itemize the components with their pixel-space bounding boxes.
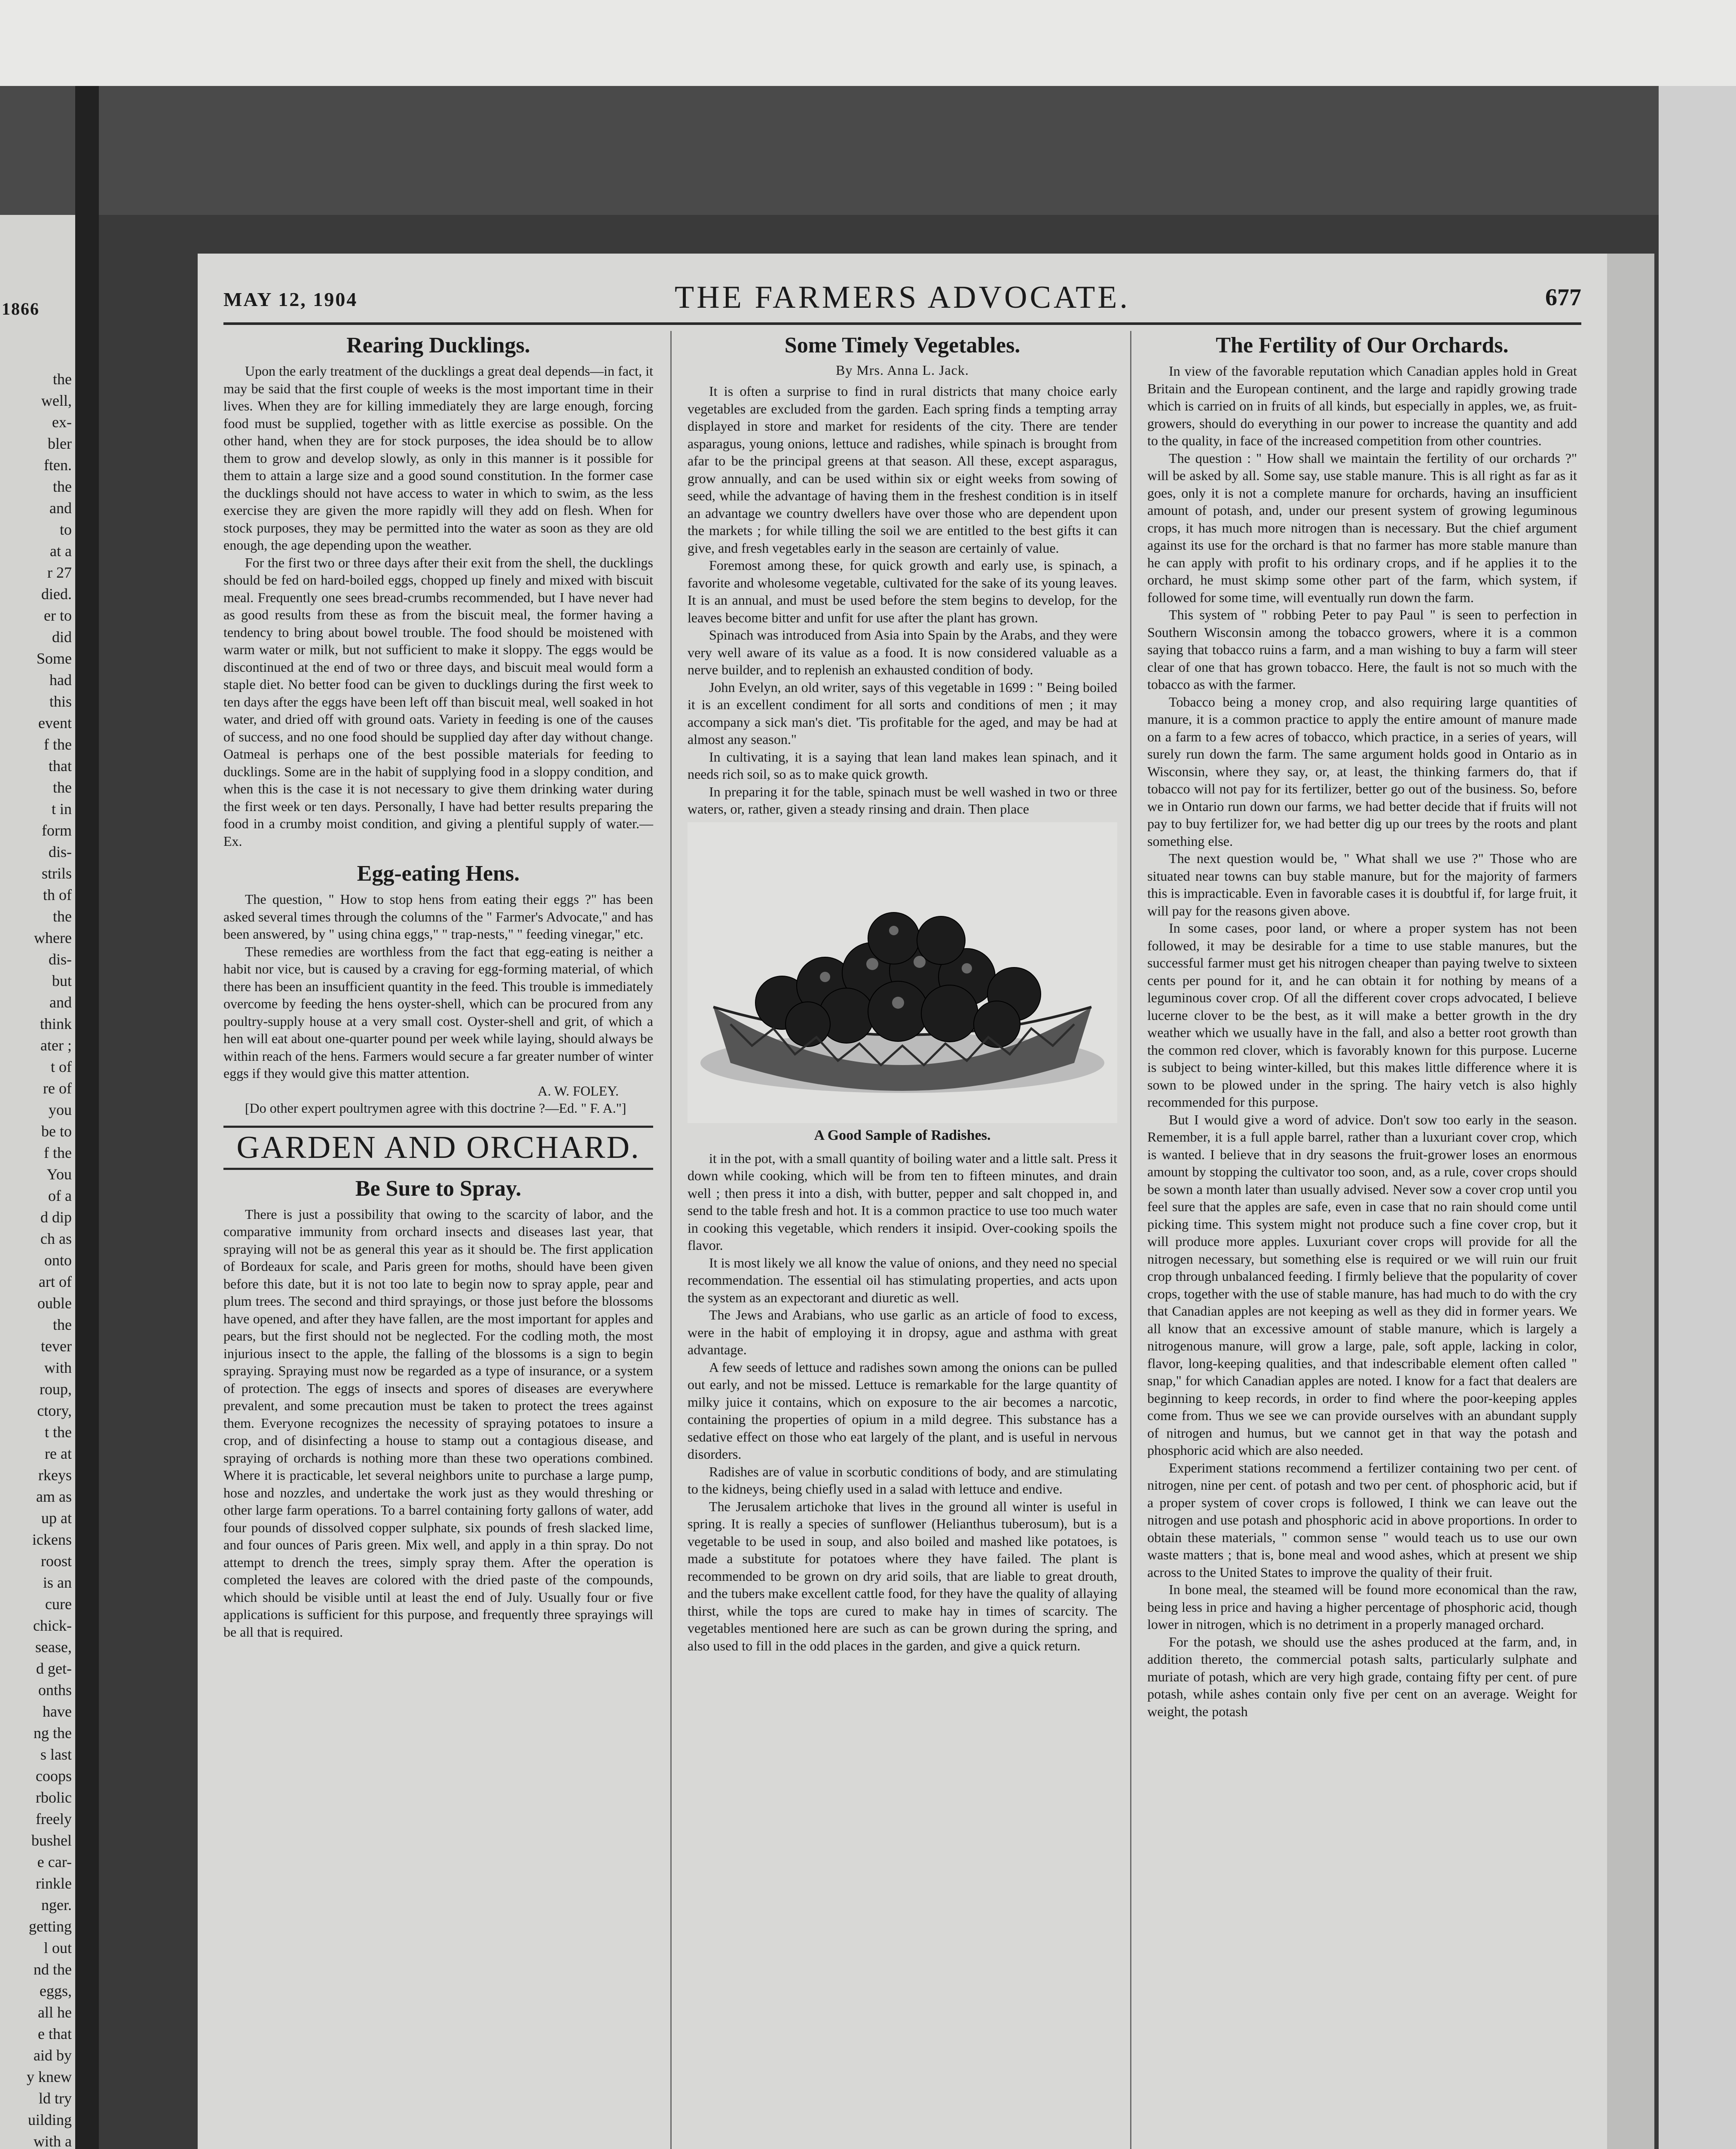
previous-page-fragment: ater ; — [40, 1037, 72, 1054]
previous-page-fragment: the — [53, 779, 72, 796]
scan-dark-band — [0, 86, 1736, 215]
figure-caption: A Good Sample of Radishes. — [814, 1127, 991, 1143]
previous-page-fragment: ch as — [40, 1230, 72, 1247]
previous-page-fragment: ld try — [39, 2090, 72, 2107]
article-headline: The Fertility of Our Orchards. — [1216, 333, 1509, 358]
previous-page-fragment: at a — [50, 542, 72, 560]
previous-page-fragment: all he — [38, 2004, 72, 2021]
article-paragraph: In view of the favorable reputation which Canadian apples hold in Great Britain and the European continent, and the large and rapidly growing trade which is carried on in fruits of all kinds, but especially in apples, we, as fruit-growers, should do everything in our power to increase the quantity and add to the quality, in face of the increased competition from other countries. — [1147, 363, 1577, 448]
article-paragraph: The Jerusalem artichoke that lives in the ground all winter is useful in spring. It is really a species of sunflower (Helianthus tuberosum), but is a vegetable to be used in soup, and also boiled and mashed like potatoes, is made a substitute for potatoes where they have failed. The plant is recommended to be grown on dry arid soils, that are liable to great drouth, and the tubers make excellent cattle food, for they have the quality of allaying thirst, while the tops are cured to make hay in times of scarcity. The vegetables mentioned here are such as can be grown during the spring, and also used to fill in the odd places in the garden, and give a quick return. — [688, 1498, 1117, 1653]
article-paragraph: In bone meal, the steamed will be found more economical than the raw, being less in price and having a higher percentage of phosphoric acid, though lower in nitrogen, which is no detriment in a properly managed orchard. — [1147, 1582, 1577, 1632]
previous-page-fragment: of a — [48, 1187, 72, 1204]
previous-page-fragment: but — [52, 972, 72, 989]
article-headline: Egg-eating Hens. — [357, 861, 520, 886]
previous-page-fragment: You — [46, 1166, 72, 1183]
previous-page-fragment: the — [53, 1316, 72, 1333]
article-paragraph: The Jews and Arabians, who use garlic as an article of food to excess, were in the habit of employing it in dropsy, ague and asthma with great advantage. — [688, 1307, 1117, 1357]
previous-page-fragment: ng the — [34, 1724, 72, 1742]
previous-page-fragment: t the — [45, 1423, 72, 1441]
previous-page-fragment: t in — [51, 800, 72, 817]
previous-page-fragment: ctory, — [37, 1402, 72, 1419]
previous-page-fragment: t of — [51, 1058, 72, 1075]
issue-date: MAY 12, 1904 — [223, 288, 358, 310]
previous-page-fragment: is an — [43, 1574, 72, 1591]
previous-page-fragment: Some — [36, 650, 72, 667]
article-paragraph: These remedies are worthless from the fact that egg-eating is neither a habit nor vice, but is caused by a craving for egg-forming material, of which there has been an insufficient quantity in the feed. This trouble is immediately overcome by feeding the hens oyster-shell, which can be procured from any poultry-supply house at a very small cost. Oyster-shell and grit, of which a hen will eat about one-quarter pound per week while laying, should always be within reach of the hens. Farmers would secure a far greater number of winter eggs if they would give this matter attention. — [223, 943, 653, 1081]
previous-page-fragment: roost — [41, 1552, 72, 1570]
article-byline: By Mrs. Anna L. Jack. — [836, 362, 969, 378]
previous-page-fragment: r 27 — [47, 564, 72, 581]
previous-page-fragment: ex- — [52, 413, 72, 431]
scan-right-margin — [1659, 86, 1736, 2149]
previous-page-fragment: you — [49, 1101, 72, 1118]
column-separator — [1130, 331, 1131, 2149]
previous-page-fragment: onto — [44, 1252, 72, 1269]
previous-page-fragment: s last — [40, 1746, 72, 1763]
article-paragraph: In preparing it for the table, spinach must be well washed in two or three waters, or, rather, given a steady rinsing and drain. Then place — [688, 784, 1117, 817]
previous-page-fragment: f the — [44, 736, 72, 753]
previous-page-fragment: freely — [36, 1810, 72, 1828]
previous-page-fragment: the — [53, 908, 72, 925]
previous-page-fragment: chick- — [33, 1617, 72, 1634]
previous-page-fragment: y knew — [27, 2068, 72, 2085]
previous-page-fragment: onths — [38, 1681, 72, 1699]
previous-page-fragment: re of — [43, 1080, 72, 1097]
previous-page-fragment: aid by — [34, 2047, 72, 2064]
previous-page-fragment: event — [38, 714, 72, 732]
previous-page-fragment: well, — [41, 392, 72, 409]
previous-page-fragment: strils — [41, 865, 72, 882]
previous-page-fragment: did — [52, 628, 72, 646]
previous-page-fragment: this — [49, 693, 72, 710]
article-paragraph: It is often a surprise to find in rural districts that many choice early vegetables are excluded from the garden. Each spring finds a tempting array displayed in store and market for residents of the city. There are tender asparagus, young onions, lettuce and radishes, while spinach is brought from afar to be the principal greens at that season. All these, except asparagus, grow annually, and can be used within six or eight weeks from sowing of seed, while the advantage of having them in the freshest condition is in itself an advantage we country dwellers have over those who are dependent upon the markets ; for while tilling the soil we are entitled to the best gifts it can give, and fresh vegetables early in the season are certainly of value. — [688, 383, 1117, 556]
previous-page-fragment: eggs, — [40, 1982, 72, 1999]
previous-page-fragment: where — [34, 929, 72, 946]
previous-page-fragment: ouble — [37, 1295, 72, 1312]
previous-page-fragment: e that — [38, 2025, 72, 2042]
previous-page-fragment: had — [49, 671, 72, 689]
article-paragraph: Spinach was introduced from Asia into Spain by the Arabs, and they were very well aware of its value as a food. It is now considered valuable as a nerve builder, and to replenish an exhausted condition of body. — [688, 627, 1117, 677]
article-headline: Be Sure to Spray. — [355, 1176, 522, 1201]
article-paragraph: The question, " How to stop hens from eating their eggs ?" has been asked several times through the columns of the " Farmer's Advocate," and has been answered, by " using china eggs," " trap-nests," " feeding vinegar," etc. — [223, 891, 653, 942]
article-paragraph: In cultivating, it is a saying that lean land makes lean spinach, and it needs rich soil, so as to make quick growth. — [688, 749, 1117, 782]
article-paragraph: But I would give a word of advice. Don't sow too early in the season. Remember, it is a full apple barrel, rather than a luxuriant cover crop, which is wanted. I believe that in dry seasons the fruit-grower loses an enormous amount by stopping the cultivator too soon, and, as a rule, cover crops should be sown a month later than usually advised. Never sow a cover crop until you feel sure that the apples are safe, even in case that no rain should come until picking time. This system might not produce such a fine cover crop, but it will produce more apples. Luxuriant cover crops will provide for all the nitrogen necessary, but something else is required or we will ruin our fruit crop through unbalanced feeding. I firmly believe that the popularity of cover crops, together with the use of stable manure, has had much to do with the cry that Canadian apples are not keeping as well as they did in former years. We all know that an excessive amount of stable manure, which is largely a nitrogenous manure, will grow a large, pale, soft apple, lacking in color, flavor, long-keeping qualities, and that indescribable element often called " snap," for which Canadian apples are noted. I know for a fact that dealers are beginning to keep records, in order to find where the poor-keeping apples come from. Thus we see we can provide ourselves with an abundant supply of nitrogen and humus, but we cannot get in that way the potash and phosphoric acid which are also needed. — [1147, 1111, 1577, 1458]
previous-page-fragment: nd the — [34, 1961, 72, 1978]
article-paragraph: It is most likely we all know the value of onions, and they need no special recommendation. The essential oil has stimulating properties, and acts upon the system as an expectorant and diuretic as well. — [688, 1255, 1117, 1305]
page-header — [223, 279, 1581, 318]
previous-page-fragment: getting — [29, 1918, 72, 1935]
article-paragraph: Radishes are of value in scorbutic conditions of body, and are stimulating to the kidneys, being chiefly used in a salad with lettuce and endive. — [688, 1463, 1117, 1497]
previous-page-fragment: bler — [48, 435, 72, 452]
previous-page-fragment: form — [42, 822, 72, 839]
previous-page-fragment: rinkle — [36, 1875, 72, 1892]
header-rule — [223, 322, 1581, 325]
previous-page-fragment: rkeys — [38, 1466, 72, 1484]
previous-page-fragment: to — [59, 521, 72, 538]
article-paragraph: The question : " How shall we maintain the fertility of our orchards ?" will be asked by all. Some say, use stable manure. This is all right as far as it goes, only it is not a complete manure for orchards, having an insufficient amount of potash, and, under our present system of growing leguminous crops, it has much more nitrogen than is necessary. But the chief argument against its use for the orchard is that no farmer has more stable manure than he can apply with profit to his ordinary crops, and if he applies it to the orchard, he must skimp some other part of the farm, which system, if followed for some time, will eventually run down the farm. — [1147, 450, 1577, 605]
previous-page-fragment: cure — [45, 1595, 72, 1613]
previous-page-fragment: ften. — [44, 456, 72, 474]
previous-page-fragment: dis- — [49, 951, 72, 968]
article-paragraph: it in the pot, with a small quantity of boiling water and a little salt. Press it down while cooking, which will be from ten to fifteen minutes, and drain well ; then press it into a dish, with butter, pepper and salt chopped in, and send to the table fresh and hot. It is a common practice to use too much water in cooking this vegetable, which renders it insipid. Over-cooking spoils the flavor. — [688, 1150, 1117, 1253]
previous-page-fragment: tever — [41, 1338, 72, 1355]
article-paragraph: Tobacco being a money crop, and also requiring large quantities of manure, it is a common practice to apply the entire amount of manure made on a farm to a few acres of tobacco, which practice, in a series of years, will surely run down the farm. The same argument holds good in Ontario as in Wisconsin, where they say, or, at least, the thinking farmers do, that if tobacco will not pay for its fertilizer, better go out of the business. So, before we in Ontario run down our farms, we had better decide that if fruits will not pay to buy fertilizer for, we had better dig up our trees by the roots and plant something else. — [1147, 694, 1577, 849]
previous-page-fragment: ickens — [32, 1531, 72, 1548]
previous-page-fragment: and — [49, 994, 72, 1011]
column-2 — [688, 331, 1117, 1654]
article-headline: Some Timely Vegetables. — [784, 333, 1021, 358]
previous-page-fragment: e car- — [37, 1853, 72, 1870]
section-heading: GARDEN AND ORCHARD. — [223, 1126, 653, 1170]
column-separator — [670, 331, 672, 2149]
previous-page-fragment: up at — [41, 1509, 72, 1527]
previous-page-fragment: art of — [39, 1273, 72, 1290]
previous-page-fragment: rbolic — [36, 1789, 72, 1806]
previous-page-fragment: l out — [43, 1939, 72, 1956]
previous-page-fragment: be to — [41, 1123, 72, 1140]
radishes-illustration — [688, 822, 1117, 1123]
editor-note: [Do other expert poultrymen agree with this doctrine ?—Ed. " F. A."] — [245, 1100, 627, 1116]
article-headline: Rearing Ducklings. — [346, 333, 530, 358]
article-paragraph: Upon the early treatment of the ducklings a great deal depends—in fact, it may be said that the first couple of weeks is the most important time in their lives. When they are for killing immediately they are large enough, forcing food must be supplied, together with as little exercise as possible. On the other hand, when they are for stock purposes, the idea should be to allow them to grow and develop slowly, as only in this manner is it possible for them to attain a large size and a good sound constitution. In the former case the ducklings should not have access to water in which to swim, as the less exercise they are given the more rapidly will they add on flesh. When for stock purposes, they may be permitted into the water as soon as they are old enough, the age depending upon the weather. — [223, 363, 653, 553]
previous-page-fragment: nger. — [41, 1896, 72, 1913]
previous-page-fragment: uilding — [28, 2111, 72, 2128]
previous-page-fragment: am as — [36, 1488, 72, 1505]
previous-page-fragment: and — [49, 499, 72, 517]
article-paragraph: This system of " robbing Peter to pay Paul " is seen to perfection in Southern Wisconsin among the tobacco growers, where it is a common saying that tobacco ruins a farm, and a man wishing to buy a farm will steer clear of one that has grown tobacco. Here, the fault is not so much with the tobacco as with the farmer. — [1147, 607, 1577, 692]
article-paragraph: Foremost among these, for quick growth and early use, is spinach, a favorite and wholesome vegetable, cultivated for the sake of its young leaves. It is an annual, and must be used before the stem begins to develop, for the leaves become bitter and unfit for use after the plant has grown. — [688, 557, 1117, 625]
article-signature: A. W. FOLEY. — [538, 1083, 619, 1099]
page-edge-shadow — [1607, 254, 1654, 2149]
scan-top-margin — [0, 0, 1736, 86]
previous-page-fragment: the — [53, 370, 72, 388]
previous-page-fragment: died. — [41, 585, 72, 603]
previous-page-fragment: with — [44, 1359, 72, 1376]
previous-page-fragment: the — [53, 478, 72, 495]
column-3 — [1147, 331, 1577, 1720]
previous-page-fragment: bushel — [31, 1832, 72, 1849]
article-paragraph: The next question would be, " What shall we use ?" Those who are situated near towns can buy stable manure, but for the majority of farmers this is impracticable. Even in favorable cases it is doubtful if, for large fruit, it will pay for the reasons given above. — [1147, 851, 1577, 918]
article-paragraph: In some cases, poor land, or where a proper system has not been followed, it may be desirable for a time to use stable manures, but the successful farmer must get his nitrogen cheaper than paying twelve to sixteen cents per pound for it, and he can obtain it for nothing by means of a leguminous cover crop. Of all the different cover crops advocated, I believe lucerne clover to be the best, as it will make a better growth in the dry weather which we usually have in the fall, and also a better root growth than the common red clover, which is favorably known for this purpose. Lucerne is subject to being winter-killed, but this makes little difference where it is sown to be plowed under in the spring. The hairy vetch is also highly recommended for this purpose. — [1147, 920, 1577, 1110]
page-number: 677 — [1545, 284, 1581, 311]
article-paragraph: For the first two or three days after their exit from the shell, the ducklings should be fed on hard-boiled eggs, chopped up finely and mixed with biscuit meal. Frequently one sees bread-crumbs recommended, but I have never had as good results from these as from the biscuit meal, the former having a tendency to bring about bowel trouble. The food should be moistened with warm water or milk, but not sufficient to make it sloppy. The eggs would be discontinued at the end of two or three days, and biscuit meal would form a staple diet. No better food can be given to ducklings during the first week to ten days after the eggs have been left off than biscuit meal, well soaked in hot water, and dried off with ground oats. Variety in feeding is one of the causes of success, and no one food should be supplied day after day without change. Oatmeal is perhaps one of the best possible materials for feeding to ducklings. Some are in the habit of supplying food in a sloppy condition, and when this is the case it is not necessary to give them drinking water during the first week or ten days. Personally, I have had better results preparing the food in a crumby moist condition, and giving a plentiful supply of water.—Ex. — [223, 554, 653, 849]
previous-page-fragment: coops — [36, 1767, 72, 1785]
previous-page-fragment: dis- — [49, 843, 72, 860]
previous-page-fragment: that — [49, 757, 72, 774]
previous-page-fragment: have — [43, 1703, 72, 1720]
previous-page-fragment: sease, — [35, 1638, 72, 1656]
radish-basket-image — [688, 822, 1117, 1123]
previous-page-folio: 1866 — [2, 299, 40, 318]
column-1 — [223, 331, 653, 1641]
article-paragraph: A few seeds of lettuce and radishes sown among the onions can be pulled out early, and not be missed. Lettuce is remarkable for the large quantity of milky juice it contains, which on exposure to the air becomes a narcotic, containing the properties of opium in a mild degree. This substance has a sedative effect on those who eat largely of the plant, and is useful in nervous disorders. — [688, 1359, 1117, 1462]
previous-page-fragment: d dip — [40, 1209, 72, 1226]
article-paragraph: There is just a possibility that owing to the scarcity of labor, and the comparative immunity from orchard insects and diseases last year, that spraying will not be as general this year as it should be. The first application of Bordeaux for scale, and Paris green for moths, should have been given before this date, but it is not too late to begin now to spray apple, pear and plum trees. The second and third sprayings, or those just before the blossoms have opened, and after they have fallen, are the most important for apples and pears, but the first should not be neglected. For the codling moth, the most injurious insect to the apple, the falling of the blossoms is a sign to begin spraying. Spraying must now be regarded as a type of insurance, or a system of protection. The eggs of insects and spores of diseases are everywhere prevalent, and some precaution must be taken to protect the trees against them. Everyone recognizes the necessity of spraying potatoes to insure a crop, and of disinfecting a house to stamp out a contagious disease, and spraying of orchards is nothing more than these two operations combined. Where it is practicable, let several neighbors unite to purchase a large pump, hose and nozzles, and undertake the work just as they would threshing or other large farm operations. To a barrel containing forty gallons of water, add four pounds of dissolved copper sulphate, six pounds of fresh slacked lime, and four ounces of Paris green. Mix well, and apply in a thin spray. Do not attempt to drench the trees, simply spray them. After the operation is completed the leaves are colored with the dried paste of the compounds, which should be visible until at least the end of July. Usually four or five applications is sufficient for this purpose, and frequently three sprayings will be all that is required. — [223, 1206, 653, 1640]
masthead-title: THE FARMERS ADVOCATE. — [675, 280, 1130, 315]
previous-page-fragment: d get- — [36, 1660, 72, 1677]
previous-page-edge — [0, 215, 75, 2149]
previous-page-fragment: roup, — [40, 1381, 72, 1398]
previous-page-fragment: re at — [45, 1445, 72, 1462]
article-paragraph: Experiment stations recommend a fertilizer containing two per cent. of nitrogen, nine per cent. of potash and two per cent. of phosphoric acid, but if a proper system of cover crops is followed, I think we can leave out the nitrogen and use potash and phosphoric acid in above proportions. In order to obtain these materials, " common sense " would teach us to use our own waste matters ; that is, bone meal and wood ashes, which at present we ship across to the United States to improve the quality of their fruit. — [1147, 1460, 1577, 1580]
previous-page-fragment: th of — [43, 886, 72, 903]
previous-page-fragment: er to — [44, 607, 72, 624]
previous-page-fragment: with a — [34, 2133, 72, 2149]
article-paragraph: John Evelyn, an old writer, says of this vegetable in 1699 : " Being boiled it is an excellent condiment for all sorts and conditions of men ; it may accompany a sick man's diet. 'Tis profitable for the aged, and may be had at almost any season." — [688, 679, 1117, 747]
previous-page-fragment: think — [40, 1015, 72, 1032]
newspaper-page — [198, 254, 1607, 2149]
article-paragraph: For the potash, we should use the ashes produced at the farm, and, in addition thereto, the commercial potash salts, particularly sulphate and muriate of potash, which are very high grade, containg fifty per cent. of pure potash, while ashes contain only five per cent on an average. Weight for weight, the potash — [1147, 1634, 1577, 1719]
previous-page-fragment: f the — [44, 1144, 72, 1161]
book-binding — [75, 86, 99, 2149]
